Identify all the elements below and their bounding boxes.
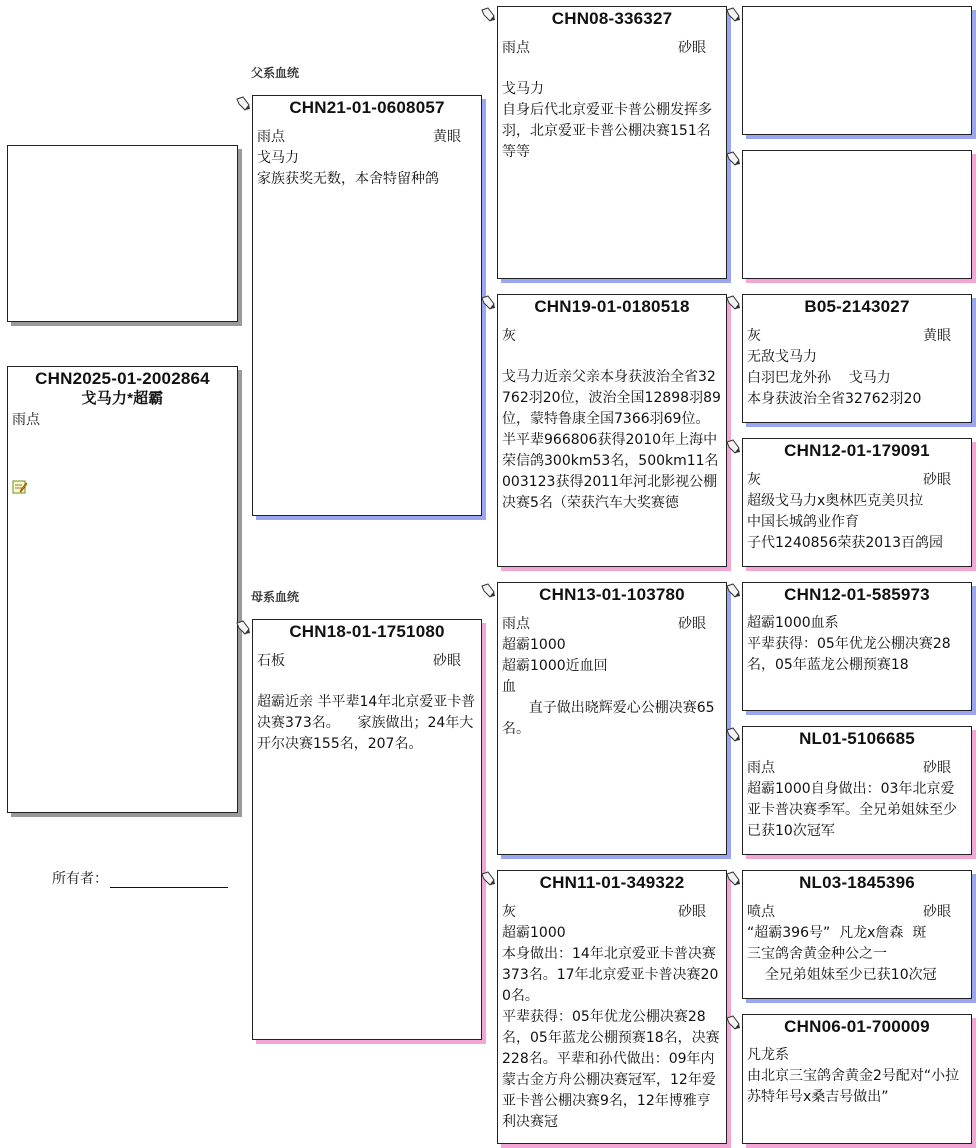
pencil-icon[interactable] [235,96,251,112]
dds-card[interactable] [742,870,972,999]
photo-placeholder[interactable] [7,145,238,322]
dsd-eye: 砂眼 [923,760,951,776]
ssd-card[interactable] [742,150,972,279]
subject-ring-number: CHN2025-01-2002864 [35,369,210,388]
dam-sire-notes: 超霸1000 超霸1000近血回 血 直子做出晓辉爱心公棚决赛65名。 [502,637,715,737]
pencil-icon[interactable] [725,871,741,887]
sire-eye: 黄眼 [433,129,461,145]
sdd-card[interactable] [742,438,972,567]
dam-color: 石板 [257,653,285,669]
dsd-color: 雨点 [747,760,775,776]
sds-ring-number: B05-2143027 [804,297,910,316]
subject-color: 雨点 [12,412,40,428]
sire-card[interactable] [252,95,482,516]
sds-notes: 无敌戈马力 白羽巴龙外孙 戈马力 本身获波治全省32762羽20 [747,349,922,407]
dsd-ring-number: NL01-5106685 [799,729,915,748]
sdd-ring-number: CHN12-01-179091 [784,441,930,460]
dam-card[interactable] [252,619,482,1040]
sire-dam-notes: 戈马力近亲父亲本身获波治全省32762羽20位，波治全国12898羽89位，蒙特鲁康全国7366羽69位。 半平辈966806获得2010年上海中荣信鸽300km53名，500km11名 003123获得2011年河北影视公棚决赛5名（荣获汽车大奖赛德 [502,369,721,511]
dam-eye: 砂眼 [433,653,461,669]
pencil-icon[interactable] [725,439,741,455]
owner-field[interactable] [52,868,228,888]
pencil-icon[interactable] [725,583,741,599]
pencil-icon[interactable] [725,1015,741,1031]
sire-ring-number: CHN21-01-0608057 [289,98,445,117]
owner-line [110,873,228,888]
ddd-ring-number: CHN06-01-700009 [784,1017,930,1036]
sdd-color: 灰 [747,472,761,488]
sire-notes: 戈马力 家族获奖无数，本舍特留种鸽 [257,150,439,187]
sdd-eye: 砂眼 [923,472,951,488]
pencil-icon[interactable] [725,727,741,743]
dds-eye: 砂眼 [923,904,951,920]
sire-dam-color: 灰 [502,328,516,344]
sire-sire-card[interactable] [497,6,727,279]
dam-notes: 超霸近亲 半平辈14年北京爱亚卡普决赛373名。 家族做出；24年大开尔决赛155名，207名。 [257,694,476,752]
sds-color: 灰 [747,328,761,344]
pencil-icon[interactable] [480,295,496,311]
dss-ring-number: CHN12-01-585973 [784,585,930,604]
dam-dam-eye: 砂眼 [678,904,706,920]
dds-ring-number: NL03-1845396 [799,873,915,892]
sire-color: 雨点 [257,129,285,145]
pencil-icon[interactable] [235,620,251,636]
sire-sire-ring-number: CHN08-336327 [551,9,673,28]
dsd-card[interactable] [742,726,972,855]
dam-dam-card[interactable] [497,870,727,1144]
ddd-notes: 凡龙系 由北京三宝鸽舍黄金2号配对“小拉苏特年号x桑吉号做出” [747,1047,960,1105]
pencil-icon[interactable] [725,295,741,311]
dsd-notes: 超霸1000自身做出：03年北京爱亚卡普决赛季军。全兄弟姐妹至少已获10次冠军 [747,781,957,839]
dds-notes: “超霸396号” 凡龙x詹森 斑 三宝鸽舍黄金种公之一 全兄弟姐妹至少已获10次冠 [747,925,937,983]
owner-label: 所有者： [52,871,108,887]
dam-dam-color: 灰 [502,904,516,920]
ddd-card[interactable] [742,1014,972,1144]
pencil-icon[interactable] [480,583,496,599]
pencil-icon[interactable] [480,7,496,23]
dam-sire-color: 雨点 [502,616,530,632]
sire-dam-card[interactable] [497,294,727,567]
paternal-section-label: 父系血统 [251,66,300,80]
dam-sire-ring-number: CHN13-01-103780 [539,585,685,604]
dam-dam-ring-number: CHN11-01-349322 [539,873,685,892]
sire-sire-eye: 砂眼 [678,40,706,56]
sss-card[interactable] [742,6,972,135]
dss-notes: 超霸1000血系 平辈获得：05年优龙公棚决赛28名，05年蓝龙公棚预赛18 [747,615,951,673]
dam-sire-eye: 砂眼 [678,616,706,632]
pencil-icon[interactable] [725,151,741,167]
maternal-section-label: 母系血统 [251,590,300,604]
pencil-icon[interactable] [725,7,741,23]
sire-dam-eye [706,325,722,347]
sds-eye: 黄眼 [923,328,951,344]
sdd-notes: 超级戈马力x奥林匹克美贝拉 中国长城鸽业作育 子代1240856荣获2013百鸽园 [747,493,943,551]
dss-card[interactable] [742,582,972,711]
pencil-icon[interactable] [480,871,496,887]
dds-color: 喷点 [747,904,775,920]
sds-card[interactable] [742,294,972,423]
sire-sire-notes: 戈马力 自身后代北京爱亚卡普公棚发挥多羽，北京爱亚卡普公棚决赛151名等等 [502,81,712,160]
edit-note-icon[interactable] [12,479,28,499]
subject-card[interactable] [7,366,238,813]
sire-sire-color: 雨点 [502,40,530,56]
sire-dam-ring-number: CHN19-01-0180518 [534,297,690,316]
subject-name: 戈马力*超霸 [81,390,164,407]
dam-dam-notes: 超霸1000 本身做出：14年北京爱亚卡普决赛373名。17年北京爱亚卡普决赛200名。 平辈获得：05年优龙公棚决赛28名，05年蓝龙公棚预赛18名，决赛228名。平辈和孙代做出：09年内蒙古金方舟公棚决赛冠军，12年爱亚卡普公棚决赛9名，12年博雅亨利决赛冠 [502,925,720,1130]
dam-sire-card[interactable] [497,582,727,855]
dam-ring-number: CHN18-01-1751080 [289,622,445,641]
